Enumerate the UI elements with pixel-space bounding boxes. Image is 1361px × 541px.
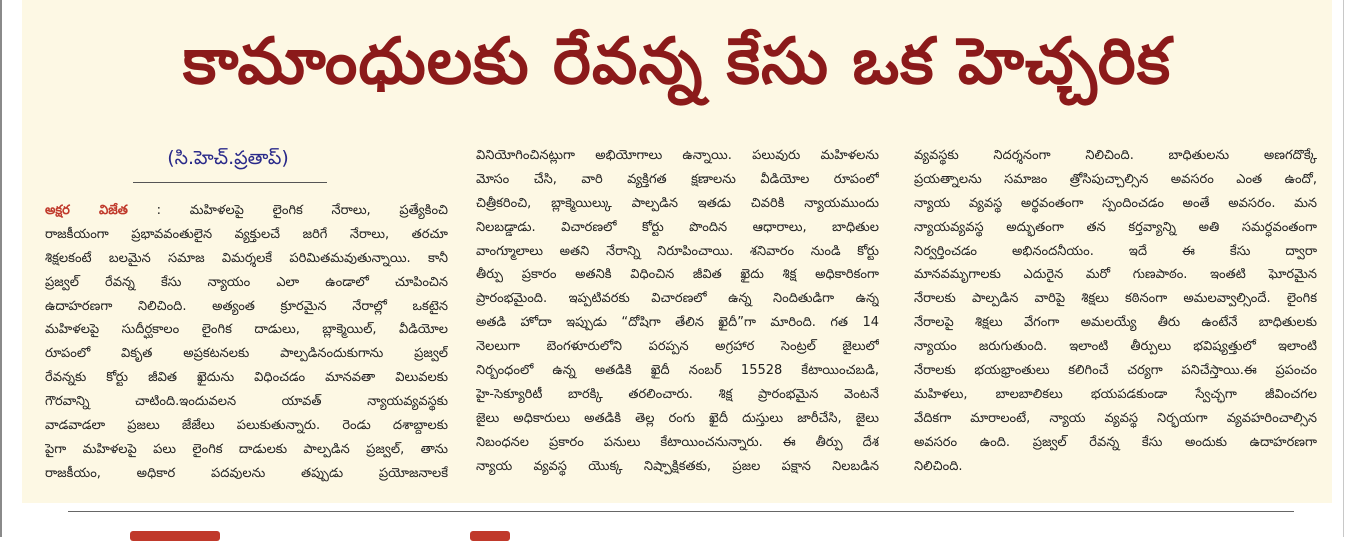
next-headline-fragment xyxy=(470,531,510,541)
article-line: తీర్పు ప్రకారం అతనికి విధించిన జీవిత ఖైదు శిక్ష అధికారికంగా xyxy=(476,267,879,283)
article-line: చిత్రీకరించి, బ్లాక్మెయిల్కు పాల్పడిన ఇతడు చివరికి న్యాయముందు xyxy=(476,195,879,211)
article-line: వ్యవస్థకు నిదర్శనంగా నిలిచింది. బాధితులను అణగదొక్కే xyxy=(914,148,1317,163)
article-line: అక్షర విజేత : మహిళలపై లైంగిక నేరాలు, ప్రత్యేకించి xyxy=(45,203,448,218)
page-edge-right xyxy=(1343,0,1344,537)
article-line: జైలు అధికారులు అతడికి తెల్ల రంగు ఖైదీ దుస్తులు జారీచేసి, జైలు xyxy=(476,410,879,426)
article-line: మహిళలు, బాలబాలికలు భయపడకుండా స్వేచ్ఛగా జీవించగల xyxy=(914,386,1317,402)
article-line: హై-సెక్యూరిటీ బారక్కి తరలించారు. శిక్ష ప్రారంభమైన వెంటనే xyxy=(476,386,879,402)
article-kicker: అక్షర విజేత xyxy=(45,203,128,218)
article-line: నేరాలపై శిక్షలు వేగంగా అమలయ్యే తీరు ఉంటేనే బాధితులకు xyxy=(914,315,1317,331)
article-line: నెలలుగా బెంగళూరులోని పరప్పన అగ్రహార సెంట్రల్ జైలులో xyxy=(476,339,879,355)
article-line: అతడి హోదా ఇప్పుడు “దోషిగా తేలిన ఖైదీ”గా మారింది. గత 14 xyxy=(476,315,879,331)
article-line: న్యాయం జరుగుతుంది. ఇలాంటి తీర్పులు భవిష్యత్తులో ఇలాంటి xyxy=(914,339,1317,355)
article-line: వేదికగా మారాలంటే, న్యాయ వ్యవస్థ నిర్భయగా వ్యవహరించాల్సిన xyxy=(914,410,1317,426)
article-line: ప్రయత్నాలను సమాజం త్రోసిపుచ్చాల్సిన అవసరం ఎంత ఉందో, xyxy=(914,171,1317,187)
article-line: ప్రారంభమైంది. ఇప్పటివరకు విచారణలో ఉన్న నిందితుడిగా ఉన్న xyxy=(476,291,879,307)
article-line: రూపంలో వికృత అప్రకటనలకు పాల్పడినందుకుగాను ప్రజ్వల్ xyxy=(45,346,448,362)
bottom-divider xyxy=(68,511,1294,512)
article-line: శిక్షలకంటే బలమైన సమాజ విమర్శలకే పరిమితమవుతున్నాయి. కానీ xyxy=(45,250,448,266)
article-line: గౌరవాన్ని చాటింది.ఇందువలన యావత్ న్యాయవ్యవస్థకు xyxy=(45,394,448,410)
article-line: నిలబడ్డాడు. విచారణలో కోర్టు పొందిన ఆధారాలు, బాధితుల xyxy=(476,219,879,235)
article-line: రాజకీయంగా ప్రభావవంతులైన వ్యక్తులచే జరిగే నేరాలు, తరచూ xyxy=(45,226,448,242)
article-line: రేవన్నకు కోర్టు జీవిత ఖైదును విధించడం మానవతా విలువలకు xyxy=(45,370,448,386)
article-line: నేరాలకు పాల్పడిన వారిపై శిక్షలు కఠినంగా అమలవ్వాల్సిందే. లైంగిక xyxy=(914,291,1317,307)
article-line: వినియోగించినట్లుగా అభియోగాలు ఉన్నాయి. పలువురు మహిళలను xyxy=(476,148,879,163)
article-line: న్యాయ వ్యవస్థ అర్థవంతంగా స్పందించడం అంతే అవసరం. మన xyxy=(914,195,1317,211)
article-line: మోసం చేసి, వారి వ్యక్తిగత క్షణాలను వీడియోల రూపంలో xyxy=(476,171,879,187)
article-byline: (సి.హెచ్.ప్రతాప్) xyxy=(167,147,289,169)
next-headline-fragment xyxy=(130,531,220,541)
article-line: నిబంధనల ప్రకారం పనులు కేటాయించనున్నారు. ఈ తీర్పు దేశ xyxy=(476,434,879,450)
article-line: రాజకీయం, అధికార పదవులను తప్పుడు ప్రయోజనాలకే xyxy=(45,465,448,481)
article-line: నేరాలకు భయభ్రాంతులు కలిగించే చర్యగా పనిచేస్తాయి.ఈ ప్రపంచం xyxy=(914,363,1317,379)
article-line: అవసరం ఉంది. ప్రజ్వల్ రేవన్న కేసు అందుకు ఉదాహరణగా xyxy=(914,434,1317,450)
page-edge-left xyxy=(0,0,2,537)
article-line: పైగా మహిళలపై పలు లైంగిక దాడులకు పాల్పడిన ప్రజ్వల్, తాను xyxy=(45,441,448,457)
article-line: నిలిచింది. xyxy=(914,458,963,474)
byline-underline xyxy=(133,182,327,183)
article-line: మానవమృగాలకు ఎదురైన మరో గుణపాఠం. ఇంతటి ఘోరమైన xyxy=(914,267,1317,283)
article-line: నిర్వర్తించడం అభినందనీయం. ఇదే ఈ కేసు ద్వారా xyxy=(914,243,1317,259)
article-line: వాడవాడలా ప్రజలు జేజేలు పలుకుతున్నారు. రెండు దశాబ్దాలకు xyxy=(45,418,448,434)
article-headline: కామాంధులకు రేవన్న కేసు ఒక హెచ్చరిక xyxy=(182,25,1172,99)
article-line: వాంగ్మూలాలు అతని నేరాన్ని నిరూపించాయి. శనివారం నుండి కోర్టు xyxy=(476,243,879,259)
article-line: ప్రజ్వల్ రేవన్న కేసు న్యాయం ఎలా ఉండాలో చూపించిన xyxy=(45,274,448,290)
article-line: న్యాయవ్యవస్థ అద్భుతంగా తన కర్తవ్యాన్ని అతి సమర్ధవంతంగా xyxy=(914,219,1317,235)
article-column-3 xyxy=(914,144,1317,478)
article-line: ఉదాహరణగా నిలిచింది. అత్యంత క్రూరమైన నేరాల్లో ఒకటైన xyxy=(45,298,448,314)
article-line: నిర్బంధంలో ఉన్న అతడికి ఖైదీ నంబర్ 15528 కేటాయించబడి, xyxy=(476,363,879,379)
article-column-1 xyxy=(45,199,448,486)
article-line: న్యాయ వ్యవస్థ యొక్క నిష్పాక్షికతకు, ప్రజల పక్షాన నిలబడిన xyxy=(476,458,879,474)
article-line: మహిళలపై సుదీర్ఘకాలం లైంగిక దాడులు, బ్లాక్మెయిల్, వీడియోల xyxy=(45,322,448,338)
article-column-2 xyxy=(476,144,879,478)
